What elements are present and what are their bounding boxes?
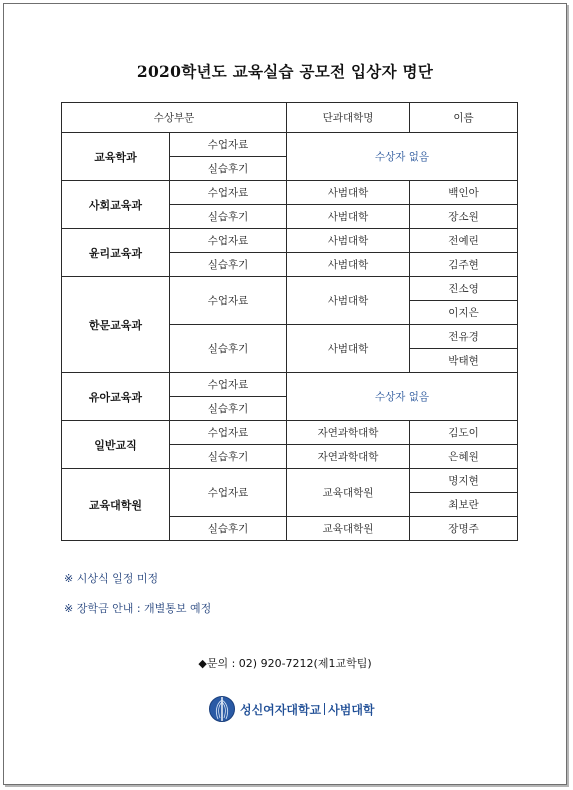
logo-divider: [324, 703, 325, 715]
type-cell: 실습후기: [170, 325, 287, 373]
college-cell: 사범대학: [287, 205, 410, 229]
dept-cell: 교육대학원: [62, 469, 170, 541]
table-row: [62, 421, 518, 445]
name-cell: 최보란: [410, 493, 518, 517]
ceremony-note: ※ 시상식 일정 미정: [64, 572, 159, 585]
type-cell: 실습후기: [170, 397, 287, 421]
logo-university-name: 성신여자대학교: [240, 702, 322, 717]
document-page: [3, 3, 567, 785]
type-cell: 수업자료: [170, 277, 287, 325]
award-winners-table: [61, 102, 518, 541]
header-category: 수상부문: [62, 103, 287, 133]
no-winner-cell: 수상자 없음: [287, 373, 518, 421]
dept-cell: 유아교육과: [62, 373, 170, 421]
name-cell: 전예린: [410, 229, 518, 253]
name-cell: 박태현: [410, 349, 518, 373]
table-row: [62, 469, 518, 493]
college-cell: 사범대학: [287, 325, 410, 373]
type-cell: 수업자료: [170, 181, 287, 205]
name-cell: 김도이: [410, 421, 518, 445]
name-cell: 장소원: [410, 205, 518, 229]
header-name: 이름: [410, 103, 518, 133]
name-cell: 백인아: [410, 181, 518, 205]
scholarship-note: ※ 장학금 안내 : 개별통보 예정: [64, 602, 212, 615]
dept-cell: 윤리교육과: [62, 229, 170, 277]
college-cell: 자연과학대학: [287, 421, 410, 445]
page-title: 2020학년도 교육실습 공모전 입상자 명단: [136, 62, 434, 81]
type-cell: 수업자료: [170, 421, 287, 445]
college-cell: 사범대학: [287, 181, 410, 205]
table-header-row: [62, 103, 518, 133]
college-cell: 사범대학: [287, 277, 410, 325]
type-cell: 수업자료: [170, 229, 287, 253]
college-cell: 교육대학원: [287, 469, 410, 517]
type-cell: 수업자료: [170, 373, 287, 397]
college-cell: 사범대학: [287, 253, 410, 277]
name-cell: 은혜원: [410, 445, 518, 469]
type-cell: 실습후기: [170, 517, 287, 541]
dept-cell: 교육학과: [62, 133, 170, 181]
name-cell: 전유경: [410, 325, 518, 349]
college-cell: 자연과학대학: [287, 445, 410, 469]
table-row: [62, 181, 518, 205]
header-college: 단과대학명: [287, 103, 410, 133]
type-cell: 수업자료: [170, 469, 287, 517]
contact-info: ◆문의 : 02) 920-7212(제1교학팀): [198, 657, 372, 670]
college-cell: 교육대학원: [287, 517, 410, 541]
dept-cell: 한문교육과: [62, 277, 170, 373]
no-winner-cell: 수상자 없음: [287, 133, 518, 181]
name-cell: 장명주: [410, 517, 518, 541]
type-cell: 실습후기: [170, 253, 287, 277]
university-emblem-icon: [209, 696, 235, 722]
type-cell: 수업자료: [170, 133, 287, 157]
table-row: [62, 229, 518, 253]
type-cell: 실습후기: [170, 445, 287, 469]
type-cell: 실습후기: [170, 157, 287, 181]
dept-cell: 일반교직: [62, 421, 170, 469]
name-cell: 김주현: [410, 253, 518, 277]
table-row: [62, 373, 518, 397]
table-row: [62, 277, 518, 301]
logo-college-name: 사범대학: [328, 702, 375, 717]
type-cell: 실습후기: [170, 205, 287, 229]
college-cell: 사범대학: [287, 229, 410, 253]
dept-cell: 사회교육과: [62, 181, 170, 229]
table-row: [62, 133, 518, 157]
name-cell: 명지현: [410, 469, 518, 493]
name-cell: 진소영: [410, 277, 518, 301]
name-cell: 이지은: [410, 301, 518, 325]
university-logo: [209, 694, 375, 724]
